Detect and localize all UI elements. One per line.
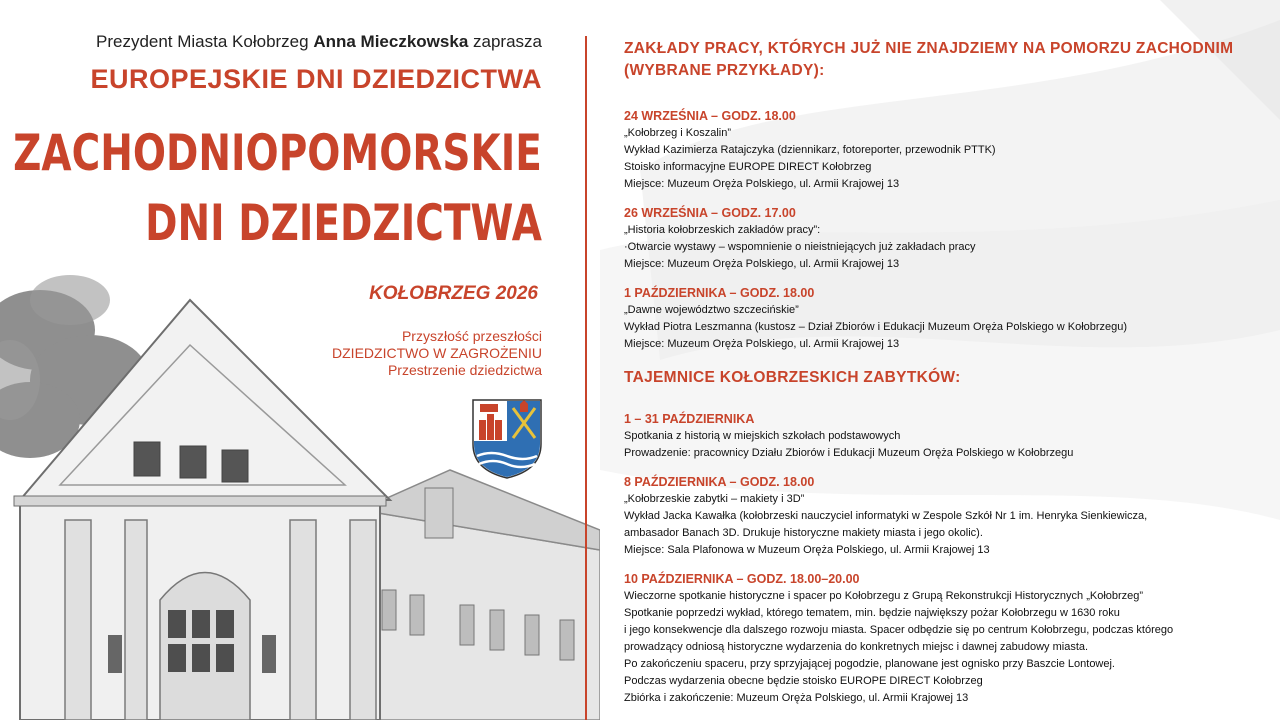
event-line: prowadzący odniosą historyczne wydarzenia do konkretnych miejsc i dawnej zabudowy miasta. [624, 641, 1089, 653]
event-series-title: EUROPEJSKIE DNI DZIEDZICTWA [90, 64, 542, 94]
event-line: „Dawne województwo szczecińskie” [624, 304, 799, 316]
event-item [624, 571, 1264, 707]
inviter-line: Prezydent Miasta Kołobrzeg Anna Mieczkowska zaprasza [95, 32, 542, 51]
event-line: Po zakończeniu spaceru, przy sprzyjającej pogodzie, planowane jest ognisko przy Baszcie Lontowej. [624, 658, 1115, 670]
event-date: 1 – 31 PAŹDZIERNIKA [624, 412, 755, 426]
event-date: 24 WRZEŚNIA – GODZ. 18.00 [624, 109, 796, 123]
event-date: 1 PAŹDZIERNIKA – GODZ. 18.00 [624, 286, 815, 300]
main-title-line-2: DNI DZIEDZICTWA [145, 194, 542, 252]
event-line: Wykład Piotra Leszmanna (kustosz – Dział Zbiorów i Edukacji Muzeum Oręża Polskiego w Kołobrzegu) [624, 321, 1128, 333]
theme-item: Przyszłość przeszłości [401, 328, 542, 344]
event-date: 26 WRZEŚNIA – GODZ. 17.00 [624, 206, 796, 220]
event-line: ·Otwarcie wystawy – wspomnienie o nieistniejących już zakładach pracy [624, 241, 976, 253]
city-year: KOŁOBRZEG 2026 [369, 283, 538, 304]
column-divider [585, 36, 587, 720]
event-item [624, 474, 1264, 559]
event-date: 10 PAŹDZIERNIKA – GODZ. 18.00–20.00 [624, 572, 860, 586]
event-line: ambasador Banach 3D. Drukuje historyczne makiety miasta i jego okolic). [624, 527, 983, 539]
event-item [624, 108, 1264, 193]
event-line: Miejsce: Muzeum Oręża Polskiego, ul. Armii Krajowej 13 [624, 258, 900, 270]
event-item [624, 411, 1264, 462]
event-line: „Kołobrzeskie zabytki – makiety i 3D” [624, 493, 805, 505]
event-line: Stoisko informacyjne EUROPE DIRECT Kołobrzeg [624, 161, 872, 173]
program-column [624, 38, 1264, 707]
event-line: Wykład Kazimierza Ratajczyka (dziennikarz, fotoreporter, przewodnik PTTK) [624, 144, 996, 156]
event-line: „Historia kołobrzeskich zakładów pracy”: [624, 224, 821, 236]
city-coat-of-arms-icon [471, 398, 543, 480]
event-line: Wykład Jacka Kawałka (kołobrzeski nauczyciel informatyki w Zespole Szkół Nr 1 im. Henryka Sienkiewicza, [624, 510, 1148, 522]
event-line: i jego konsekwencje dla dalszego rozwoju miasta. Spacer odbędzie się po centrum Kołobrzegu, podczas którego [624, 624, 1174, 636]
event-line: Prowadzenie: pracownicy Działu Zbiorów i Edukacji Muzeum Oręża Polskiego w Kołobrzegu [624, 447, 1074, 459]
theme-item: DZIEDZICTWO W ZAGROŻENIU [332, 345, 542, 361]
theme-item: Przestrzenie dziedzictwa [387, 362, 542, 378]
event-line: Zbiórka i zakończenie: Muzeum Oręża Polskiego, ul. Armii Krajowej 13 [624, 692, 969, 704]
main-title [13, 118, 542, 258]
section-heading-monuments: TAJEMNICE KOŁOBRZESKICH ZABYTKÓW: [624, 369, 961, 386]
left-column [0, 0, 580, 720]
section-heading-workplaces: ZAKŁADY PRACY, KTÓRYCH JUŻ NIE ZNAJDZIEMY NA POMORZU ZACHODNIM (WYBRANE PRZYKŁADY): [624, 40, 1234, 79]
event-line: Miejsce: Sala Plafonowa w Muzeum Oręża Polskiego, ul. Armii Krajowej 13 [624, 544, 990, 556]
event-line: Spotkania z historią w miejskich szkołach podstawowych [624, 430, 901, 442]
event-line: Miejsce: Muzeum Oręża Polskiego, ul. Armii Krajowej 13 [624, 178, 900, 190]
event-item [624, 205, 1264, 273]
event-line: Wieczorne spotkanie historyczne i spacer po Kołobrzegu z Grupą Rekonstrukcji Historycznych „Kołobrzeg” [624, 590, 1144, 602]
event-item [624, 285, 1264, 353]
event-date: 8 PAŹDZIERNIKA – GODZ. 18.00 [624, 475, 815, 489]
event-line: Podczas wydarzenia obecne będzie stoisko EUROPE DIRECT Kołobrzeg [624, 675, 983, 687]
event-line: „Kołobrzeg i Koszalin” [624, 127, 731, 139]
themes-list [332, 328, 542, 379]
inviter-name: Anna Mieczkowska [313, 32, 469, 51]
event-line: Miejsce: Muzeum Oręża Polskiego, ul. Armii Krajowej 13 [624, 338, 900, 350]
main-title-line-1: ZACHODNIOPOMORSKIE [13, 124, 542, 182]
event-line: Spotkanie poprzedzi wykład, którego tematem, min. będzie największy pożar Kołobrzegu w 1630 roku [624, 607, 1120, 619]
